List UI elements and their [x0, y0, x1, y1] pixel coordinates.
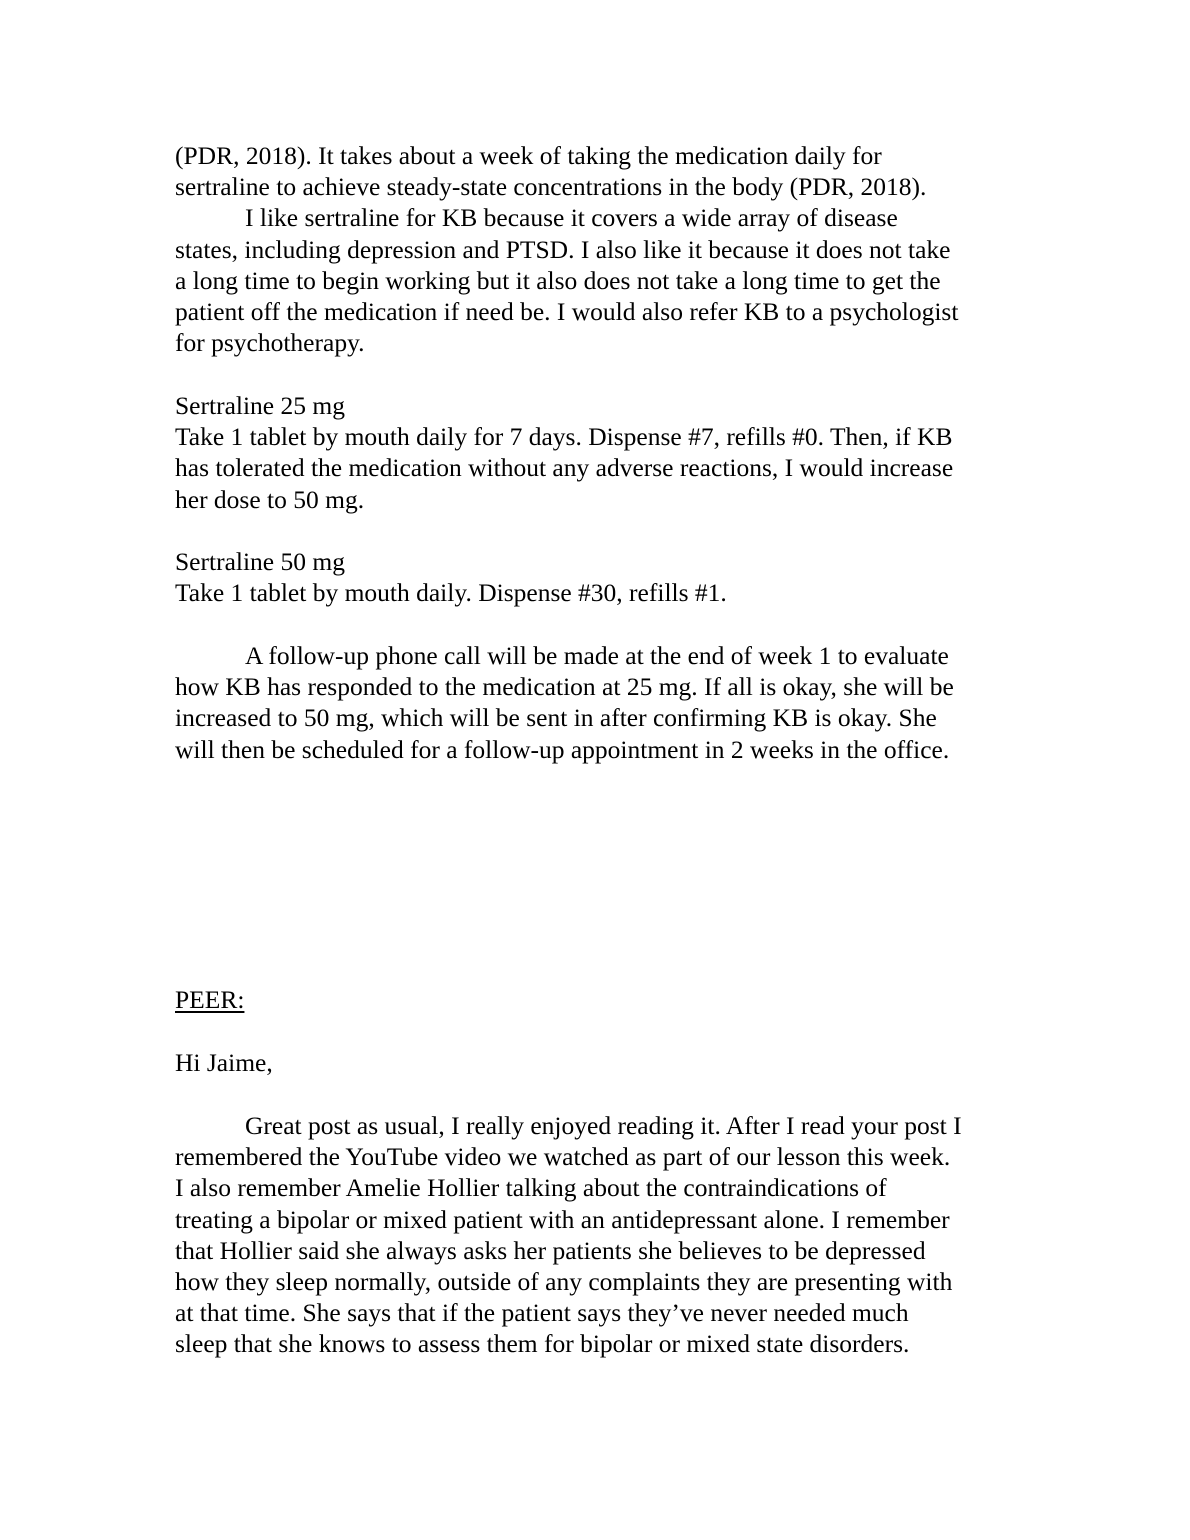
prescription-title: Sertraline 25 mg — [175, 391, 345, 420]
text-line: (PDR, 2018). It takes about a week of taking the medication daily for — [175, 141, 882, 170]
text-line: has tolerated the medication without any adverse reactions, I would increase — [175, 453, 954, 483]
section-heading: PEER: — [175, 985, 245, 1014]
text-line: a long time to begin working but it also does not take a long time to get the — [175, 265, 941, 295]
text-line: increased to 50 mg, which will be sent in after confirming KB is okay. She — [175, 703, 937, 733]
text-line: that Hollier said she always asks her patients she believes to be depressed — [175, 1235, 926, 1265]
text-line: for psychotherapy. — [175, 328, 365, 358]
text-line: patient off the medication if need be. I would also refer KB to a psychologist — [175, 296, 959, 326]
text-line: I also remember Amelie Hollier talking about the contraindications of — [175, 1173, 887, 1203]
text-line: Take 1 tablet by mouth daily for 7 days. Dispense #7, refills #0. Then, if KB — [175, 422, 953, 452]
text-line: treating a bipolar or mixed patient with an antidepressant alone. I remember — [175, 1204, 950, 1234]
text-line: states, including depression and PTSD. I also like it because it does not take — [175, 234, 951, 264]
greeting — [175, 1047, 1035, 1078]
prescription-50mg — [175, 546, 1035, 608]
peer-heading — [175, 984, 1035, 1015]
text-line: sleep that she knows to assess them for bipolar or mixed state disorders. — [175, 1329, 910, 1359]
text-line: remembered the YouTube video we watched as part of our lesson this week. — [175, 1142, 951, 1172]
paragraph-sertraline-rationale — [175, 202, 1035, 358]
text-line: A follow-up phone call will be made at the end of week 1 to evaluate — [245, 641, 949, 670]
text-line: her dose to 50 mg. — [175, 484, 365, 514]
paragraph-follow-up — [175, 640, 1035, 765]
greeting-text: Hi Jaime, — [175, 1048, 273, 1077]
text-line: Great post as usual, I really enjoyed reading it. After I read your post I — [245, 1111, 962, 1140]
text-line: will then be scheduled for a follow-up appointment in 2 weeks in the office. — [175, 734, 950, 764]
paragraph-peer-response — [175, 1110, 1035, 1360]
prescription-25mg — [175, 390, 1035, 515]
text-line: how they sleep normally, outside of any complaints they are presenting with — [175, 1266, 953, 1296]
prescription-title: Sertraline 50 mg — [175, 547, 345, 576]
text-line: sertraline to achieve steady-state concentrations in the body (PDR, 2018). — [175, 172, 927, 202]
text-line: Take 1 tablet by mouth daily. Dispense #30, refills #1. — [175, 578, 727, 608]
text-line: at that time. She says that if the patient says they’ve never needed much — [175, 1298, 909, 1328]
text-line: I like sertraline for KB because it covers a wide array of disease — [245, 203, 898, 233]
text-line: how KB has responded to the medication at 25 mg. If all is okay, she will be — [175, 672, 954, 702]
paragraph-pdr-steady-state — [175, 140, 1035, 202]
